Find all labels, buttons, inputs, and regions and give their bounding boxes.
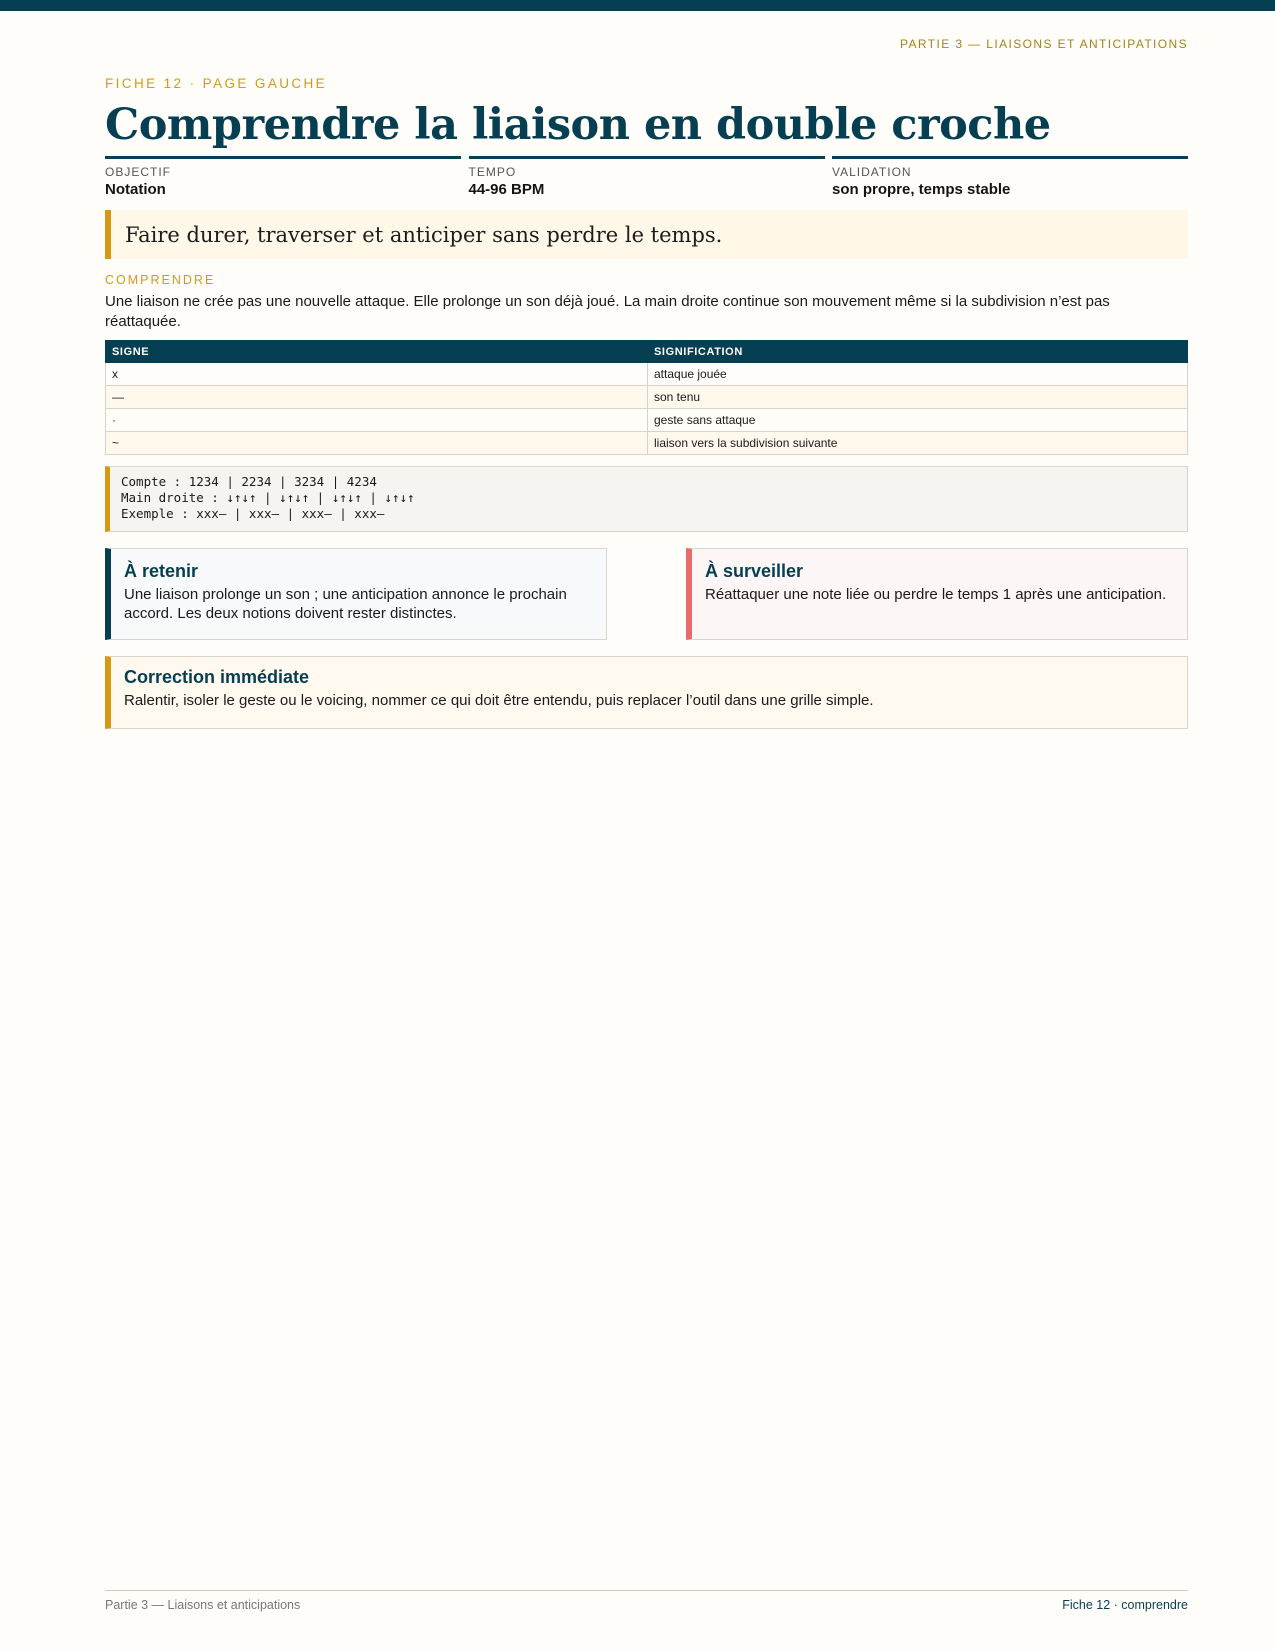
card-text: Ralentir, isoler le geste ou le voicing, nommer ce qui doit être entendu, puis replacer l’outil dans une grille simple. <box>124 692 874 709</box>
page-footer <box>105 1590 1188 1612</box>
running-head: PARTIE 3 — LIAISONS ET ANTICIPATIONS <box>899 37 1188 51</box>
table-row <box>106 363 1188 386</box>
sheet-kicker: FICHE 12 · PAGE GAUCHE <box>105 76 328 91</box>
lead-callout <box>105 210 1188 259</box>
card-text: Une liaison prolonge un son ; une anticipation annonce le prochain accord. Les deux notions doivent rester distinctes. <box>124 586 567 622</box>
page-title: Comprendre la liaison en double croche <box>105 100 1051 150</box>
correction-card <box>105 656 1188 729</box>
table-cell-sign: ~ <box>106 432 648 455</box>
table-row <box>106 386 1188 409</box>
meta-value: Notation <box>105 181 166 198</box>
meta-tempo <box>469 156 825 200</box>
code-line-right-hand: Main droite : ↓↑↓↑ | ↓↑↓↑ | ↓↑↓↑ | ↓↑↓↑ <box>121 490 415 505</box>
footer-right: Fiche 12 · comprendre <box>1062 1598 1188 1612</box>
lead-text: Faire durer, traverser et anticiper sans perdre le temps. <box>125 222 723 247</box>
section-text: Une liaison ne crée pas une nouvelle attaque. Elle prolonge un son déjà joué. La main droite continue son mouvement même si la subdivision n’est pas réattaquée. <box>105 293 1110 330</box>
table-cell-meaning: son tenu <box>648 386 1188 409</box>
info-cards <box>105 548 1188 640</box>
card-title: Correction immédiate <box>124 667 310 687</box>
page-content <box>105 76 1188 729</box>
footer-left: Partie 3 — Liaisons et anticipations <box>105 1598 301 1612</box>
rhythm-code-block <box>105 466 1188 532</box>
table-row <box>106 432 1188 455</box>
meta-label: TEMPO <box>468 165 517 179</box>
code-line-example: Exemple : xxx— | xxx— | xxx— | xxx— <box>121 506 385 521</box>
table-cell-sign: — <box>106 386 648 409</box>
notation-table <box>105 340 1188 455</box>
table-row <box>106 409 1188 432</box>
watch-card <box>686 548 1188 640</box>
table-cell-sign: · <box>106 409 648 432</box>
meta-value: 44-96 BPM <box>468 181 545 198</box>
meta-label: OBJECTIF <box>105 165 172 179</box>
meta-objective <box>105 156 461 200</box>
card-title: À retenir <box>124 561 199 581</box>
table-header-row <box>106 341 1188 363</box>
retain-card <box>105 548 607 640</box>
table-header: SIGNIFICATION <box>648 341 1188 363</box>
meta-row <box>105 156 1188 200</box>
top-color-bar <box>0 0 1275 11</box>
meta-value: son propre, temps stable <box>832 181 1011 198</box>
code-line-count: Compte : 1234 | 2234 | 3234 | 4234 <box>121 474 377 489</box>
section-label: COMPRENDRE <box>105 273 216 287</box>
card-text: Réattaquer une note liée ou perdre le temps 1 après une anticipation. <box>705 586 1167 603</box>
meta-validation <box>832 156 1188 200</box>
table-cell-meaning: liaison vers la subdivision suivante <box>648 432 1188 455</box>
card-title: À surveiller <box>705 561 804 581</box>
table-cell-sign: x <box>106 363 648 386</box>
table-header: SIGNE <box>106 341 648 363</box>
meta-label: VALIDATION <box>832 165 912 179</box>
table-cell-meaning: geste sans attaque <box>648 409 1188 432</box>
table-cell-meaning: attaque jouée <box>648 363 1188 386</box>
